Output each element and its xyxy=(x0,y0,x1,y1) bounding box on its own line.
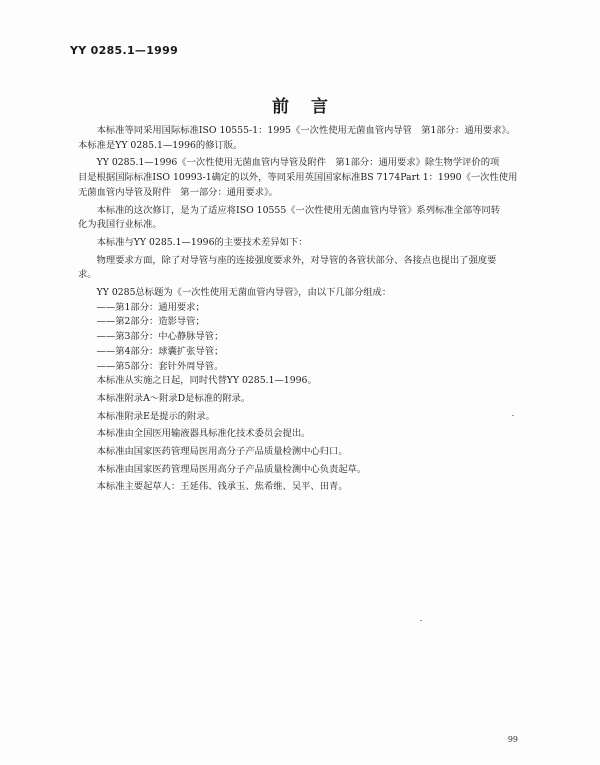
paragraph-revision-cont xyxy=(78,218,558,233)
list-item: ——第5部分：套针外周导管。 xyxy=(96,360,224,372)
paragraph-line: 本标准附录E是提示的附录。 xyxy=(96,410,215,422)
paragraph-line: 本标准从实施之日起，同时代替YY 0285.1—1996。 xyxy=(96,375,317,387)
paragraph-line: 求。 xyxy=(78,269,97,281)
paragraph-drafters xyxy=(78,480,558,495)
paragraph-line: 本标准附录A～附录D是标准的附录。 xyxy=(96,392,251,404)
paragraph-normative-annex xyxy=(78,392,558,407)
paragraph-line: 本标准的这次修订，是为了适应将ISO 10555《一次性使用无菌血管内导管》系列标准全部等同转 xyxy=(96,204,501,216)
paragraph-line: YY 0285.1—1996《一次性使用无菌血管内导管及附件 第1部分：通用要求》除生物学评价的项 xyxy=(96,157,500,169)
paragraph-line: 本标准由全国医用输液器具标准化技术委员会提出。 xyxy=(96,428,311,440)
paragraph-line: 本标准由国家医药管理局医用高分子产品质量检测中心归口。 xyxy=(96,446,348,458)
paragraph-line: 本标准等同采用国际标准ISO 10555-1：1995《一次性使用无菌血管内导管 第1部分：通用要求》。 xyxy=(96,125,516,136)
paragraph-line: 本标准是YY 0285.1—1996的修订版。 xyxy=(78,139,243,151)
paragraph-adoption-cont xyxy=(78,139,558,154)
standard-code-header: YY 0285.1—1999 xyxy=(70,44,179,57)
paragraph-proposed-by xyxy=(78,427,558,442)
list-item: ——第2部分：造影导管； xyxy=(96,316,205,328)
scan-speck xyxy=(512,415,514,416)
paragraph-physical-cont xyxy=(78,268,558,283)
paragraph-line: 本标准与YY 0285.1—1996的主要技术差异如下： xyxy=(96,236,308,248)
paragraph-history-cont xyxy=(78,186,558,201)
paragraph-line: YY 0285总标题为《一次性使用无菌血管内导管》，由以下几部分组成： xyxy=(96,287,392,299)
page-number: 99 xyxy=(507,735,518,744)
paragraph-line: 本标准主要起草人：王延伟、钱承玉、焦希维、吴平、田青。 xyxy=(96,481,348,493)
list-item: ——第1部分：通用要求； xyxy=(96,301,205,313)
list-item: ——第3部分：中心静脉导管； xyxy=(96,331,224,343)
paragraph-parts-intro xyxy=(78,286,558,301)
paragraph-physical xyxy=(78,254,558,269)
paragraph-line: 物理要求方面，除了对导管与座的连接强度要求外，对导管的各管状部分、各接点也提出了强度要 xyxy=(96,254,497,266)
paragraph-line: 目是根据国际标准ISO 10993-1确定的以外，等同采用英国国家标准BS 7174Part 1：1990《一次性使用 xyxy=(78,172,518,184)
list-item: ——第4部分：球囊扩张导管； xyxy=(96,345,224,357)
paragraph-managed-by xyxy=(78,445,558,460)
paragraph-differences xyxy=(78,236,558,251)
paragraph-line: 无菌血管内导管及附件 第一部分：通用要求》。 xyxy=(78,186,278,198)
paragraph-line: 本标准由国家医药管理局医用高分子产品质量检测中心负责起草。 xyxy=(96,463,367,475)
paragraph-revision xyxy=(78,204,558,219)
paragraph-history xyxy=(78,156,558,171)
page-title: 前言 xyxy=(272,97,350,117)
paragraph-replaces xyxy=(78,374,558,389)
foreword-body xyxy=(78,124,558,495)
paragraph-adoption xyxy=(78,124,558,139)
paragraph-informative-annex xyxy=(78,410,558,425)
paragraph-history-cont xyxy=(78,171,558,186)
paragraph-drafted-by xyxy=(78,463,558,478)
scan-speck xyxy=(420,620,422,621)
paragraph-line: 化为我国行业标准。 xyxy=(78,219,162,231)
